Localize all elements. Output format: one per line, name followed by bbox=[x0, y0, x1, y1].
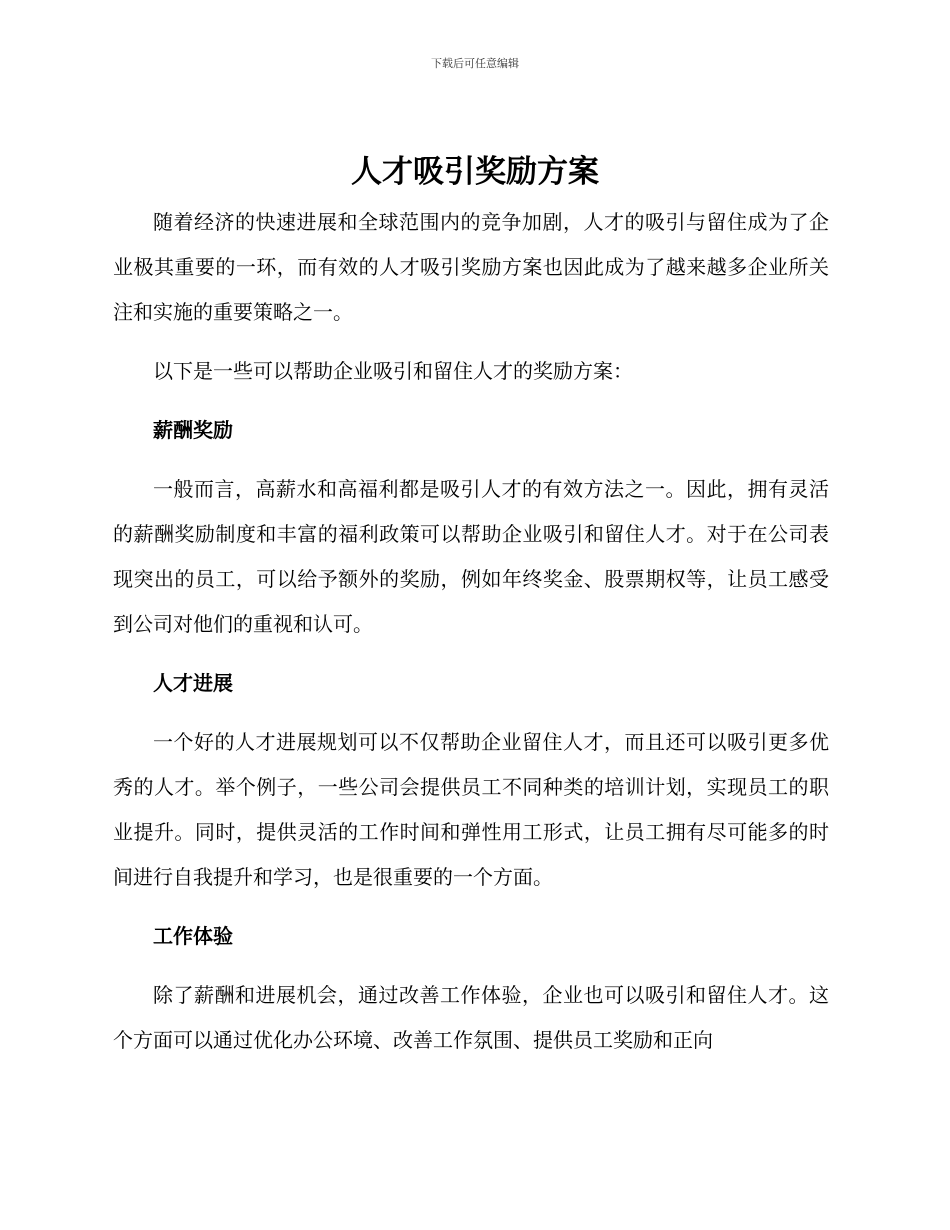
section-heading-work-experience: 工作体验 bbox=[153, 924, 233, 948]
section-body-talent-development: 一个好的人才进展规划可以不仅帮助企业留住人才，而且还可以吸引更多优秀的人才。举个例子，一些公司会提供员工不同种类的培训计划，实现员工的职业提升。同时，提供灵活的工作时间和弹性用工形式，让员工拥有尽可能多的时间进行自我提升和学习，也是很重要的一个方面。 bbox=[113, 730, 829, 889]
section-heading-salary: 薪酬奖励 bbox=[153, 418, 233, 442]
section-heading-talent-development: 人才进展 bbox=[153, 671, 233, 695]
document-body bbox=[113, 200, 829, 1077]
document-title: 人才吸引奖励方案 bbox=[351, 154, 599, 190]
section-body-salary: 一般而言，高薪水和高福利都是吸引人才的有效方法之一。因此，拥有灵活的薪酬奖励制度和丰富的福利政策可以帮助企业吸引和留住人才。对于在公司表现突出的员工，可以给予额外的奖励，例如年终奖金、股票期权等，让员工感受到公司对他们的重视和认可。 bbox=[113, 477, 829, 636]
intro-paragraph: 随着经济的快速进展和全球范围内的竞争加剧，人才的吸引与留住成为了企业极其重要的一环，而有效的人才吸引奖励方案也因此成为了越来越多企业所关注和实施的重要策略之一。 bbox=[113, 210, 829, 324]
header-note: 下载后可任意编辑 bbox=[431, 57, 519, 70]
lead-paragraph: 以下是一些可以帮助企业吸引和留住人才的奖励方案： bbox=[153, 359, 633, 383]
section-body-work-experience: 除了薪酬和进展机会，通过改善工作体验，企业也可以吸引和留住人才。这个方面可以通过优化办公环境、改善工作氛围、提供员工奖励和正向 bbox=[113, 983, 829, 1052]
